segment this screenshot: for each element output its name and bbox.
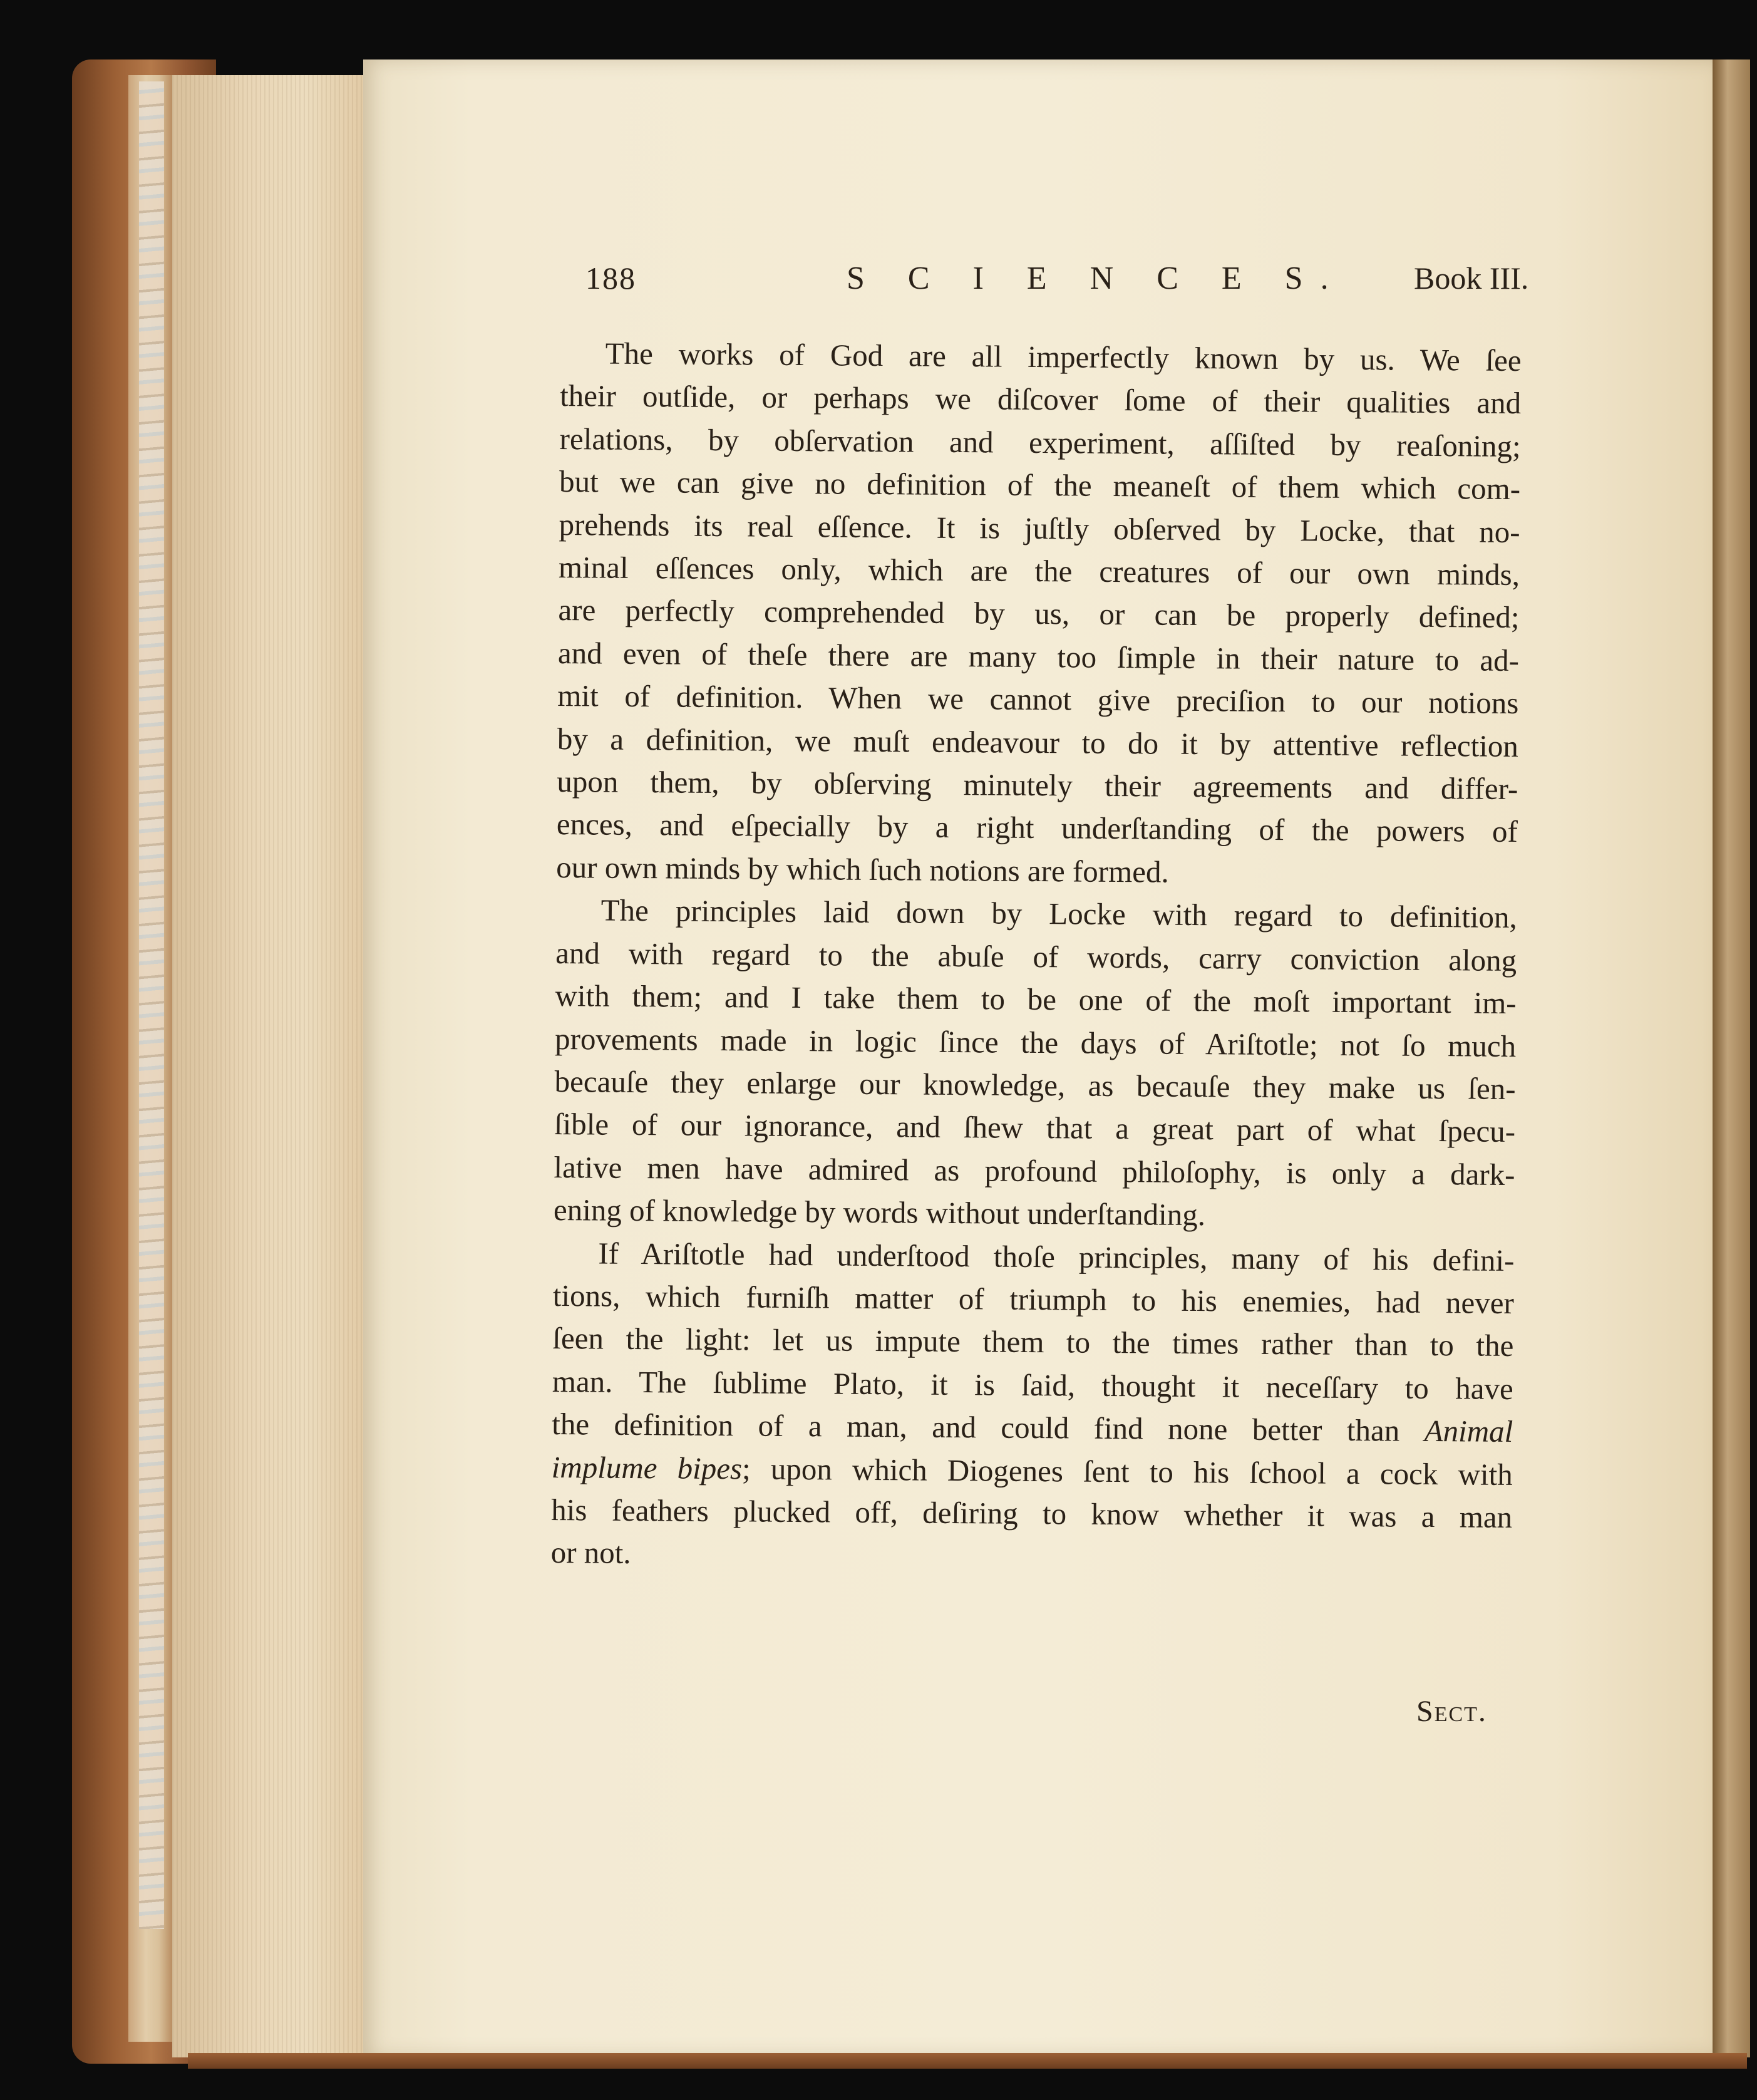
text-line: the definition of a man, and could find none better than <box>552 1407 1400 1448</box>
text-line-remainder: ; upon which Diogenes ſent to his ſchool a cock with <box>741 1451 1513 1492</box>
text-line: and even of theſe there are many too ſimple in their nature to ad- <box>557 635 1520 678</box>
text-line-with-italic <box>552 1403 1513 1453</box>
marbled-endpaper <box>139 81 164 1929</box>
text-line-with-italic <box>551 1446 1512 1496</box>
text-line: by a definition, we muſt endeavour to do it by attentive reflection <box>557 721 1519 763</box>
text-line: but we can give no definition of the meaneſt of them which com- <box>559 464 1521 507</box>
bottom-cover-edge <box>188 2053 1747 2069</box>
text-line: ences, and eſpecially by a right underſtanding of the powers of <box>556 807 1518 849</box>
paragraph-1 <box>556 332 1522 896</box>
text-line: becauſe they enlarge our knowledge, as becauſe they make us ſen- <box>554 1063 1516 1106</box>
running-title: S C I E N C E S. <box>847 261 1346 296</box>
text-line: and with regard to the abuſe of words, carry conviction along <box>555 935 1517 978</box>
text-line: provements made in logic ſince the days of Ariſtotle; not ſo much <box>554 1021 1517 1063</box>
text-line: mit of definition. When we cannot give preciſion to our notions <box>557 678 1519 721</box>
text-line: ſeen the light: let us impute them to the times rather than to the <box>552 1321 1514 1363</box>
text-line: The works of God are all imperfectly known by us. We ſee <box>605 336 1522 378</box>
text-line: tions, which furniſh matter of triumph to his enemies, had never <box>552 1278 1515 1320</box>
text-line: are perfectly comprehended by us, or can be properly defined; <box>558 592 1520 635</box>
text-line: man. The ſublime Plato, it is ſaid, thought it neceſſary to have <box>552 1363 1514 1406</box>
italic-phrase: Animal <box>1424 1414 1513 1449</box>
body-text <box>550 332 1522 1582</box>
text-line: lative men have admired as profound philoſophy, is only a dark- <box>554 1149 1515 1192</box>
facing-page-edge <box>1713 59 1750 2057</box>
text-line: with them; and I take them to be one of the moſt important im- <box>555 978 1517 1021</box>
page-number: 188 <box>585 261 636 296</box>
catchword: Sect. <box>1416 1695 1487 1728</box>
page-edges <box>172 75 363 2057</box>
text-line: ſible of our ignorance, and ſhew that a great part of what ſpecu- <box>554 1107 1516 1149</box>
paragraph-2 <box>554 889 1517 1239</box>
text-line: or not. <box>550 1535 631 1571</box>
paragraph-3 <box>550 1231 1514 1581</box>
text-line: ening of knowledge by words without underſtanding. <box>553 1192 1206 1233</box>
text-line: prehends its real eſſence. It is juſtly obſerved by Locke, that no- <box>559 507 1520 549</box>
text-line: minal eſſences only, which are the creatures of our own minds, <box>558 550 1520 592</box>
text-line: his feathers plucked off, deſiring to know whether it was a man <box>551 1492 1513 1534</box>
text-line: The principles laid down by Locke with regard to definition, <box>600 892 1517 935</box>
text-line: relations, by obſervation and experiment, aſſiſted by reaſoning; <box>559 421 1521 463</box>
text-line: If Ariſtotle had underſtood thoſe principles, many of his defini- <box>598 1236 1515 1278</box>
italic-phrase: implume bipes <box>551 1449 743 1486</box>
text-line: upon them, by obſerving minutely their agreements and differ- <box>557 764 1518 807</box>
text-line: our own minds by which ſuch notions are formed. <box>556 849 1169 889</box>
book-label: Book III. <box>1414 261 1529 296</box>
text-line: their outſide, or perhaps we diſcover ſome of their qualities and <box>559 378 1522 421</box>
